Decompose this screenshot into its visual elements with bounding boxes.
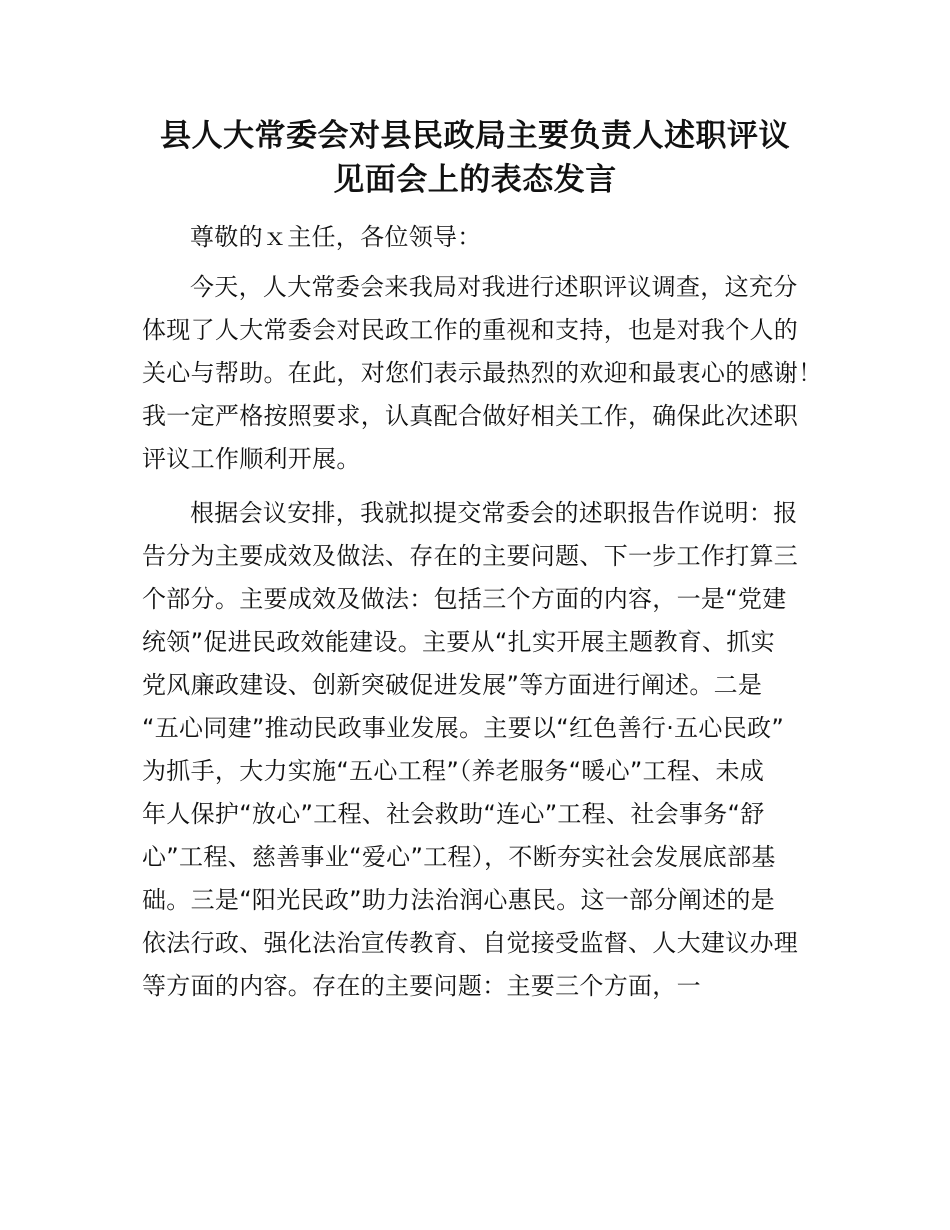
paragraph-2-line: 统领”促进民政效能建设。主要从“扎实开展主题教育、抓实: [142, 628, 775, 656]
paragraph-2-line: 心”工程、慈善事业“爱心”工程），不断夯实社会发展底部基: [142, 843, 776, 871]
paragraph-2-line: 等方面的内容。存在的主要问题：主要三个方面，一: [142, 972, 701, 1000]
paragraph-2-line: “五心同建”推动民政事业发展。主要以“红色善行·五心民政”: [142, 714, 785, 742]
document-title-line-1: 县人大常委会对县民政局主要负责人述职评议: [160, 118, 790, 154]
paragraph-1-line: 评议工作顺利开展。: [142, 445, 361, 473]
paragraph-1-line: 关心与帮助。在此，对您们表示最热烈的欢迎和最衷心的感谢！: [142, 359, 823, 387]
salutation: 尊敬的ｘ主任，各位领导：: [190, 223, 482, 251]
paragraph-2-line: 年人保护“放心”工程、社会救助“连心”工程、社会事务“舒: [142, 800, 765, 828]
paragraph-1-line: 今天，人大常委会来我局对我进行述职评议调查，这充分: [190, 273, 798, 301]
paragraph-1-line: 体现了人大常委会对民政工作的重视和支持，也是对我个人的: [142, 316, 799, 344]
paragraph-2-line: 根据会议安排，我就拟提交常委会的述职报告作说明：报: [190, 499, 798, 527]
paragraph-2-line: 依法行政、强化法治宣传教育、自觉接受监督、人大建议办理: [142, 929, 799, 957]
paragraph-2-line: 告分为主要成效及做法、存在的主要问题、下一步工作打算三: [142, 542, 799, 570]
paragraph-2-line: 个部分。主要成效及做法：包括三个方面的内容，一是“党建: [142, 585, 787, 613]
document-title-line-2: 见面会上的表态发言: [333, 162, 617, 198]
paragraph-2-line: 为抓手，大力实施“五心工程”（养老服务“暖心”工程、未成: [142, 757, 765, 785]
paragraph-2-line: 础。三是“阳光民政”助力法治润心惠民。这一部分阐述的是: [142, 886, 775, 914]
paragraph-1-line: 我一定严格按照要求，认真配合做好相关工作，确保此次述职: [142, 402, 799, 430]
paragraph-2-line: 党风廉政建设、创新突破促进发展”等方面进行阐述。二是: [142, 671, 763, 699]
